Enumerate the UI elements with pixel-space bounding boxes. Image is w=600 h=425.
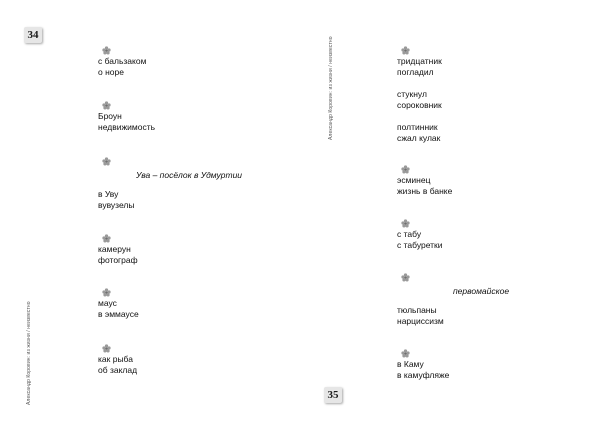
stanza bbox=[98, 234, 138, 266]
poem-line: как рыба bbox=[98, 354, 133, 364]
flower-ornament-icon bbox=[102, 157, 111, 166]
note-row bbox=[98, 157, 242, 166]
poem-line: с табуретки bbox=[397, 240, 443, 250]
poem-line: камерун bbox=[98, 244, 131, 254]
poem-line: о норе bbox=[98, 67, 124, 77]
stanza bbox=[397, 273, 509, 327]
flower-ornament-icon bbox=[102, 46, 111, 55]
poem-line: Броун bbox=[98, 111, 122, 121]
running-head: Александр Коровин: из жизни / неизвестно bbox=[26, 301, 32, 405]
stanza bbox=[98, 101, 155, 133]
flower-ornament-icon bbox=[401, 165, 410, 174]
poem-line: тюльпаны bbox=[397, 305, 437, 315]
poem-line: полтинник bbox=[397, 122, 438, 132]
flower-ornament-icon bbox=[401, 349, 410, 358]
stanza bbox=[98, 157, 242, 211]
flower-ornament-icon bbox=[102, 344, 111, 353]
stanza bbox=[397, 165, 452, 197]
flower-ornament-icon bbox=[401, 273, 410, 282]
stanza bbox=[397, 46, 442, 144]
poem-line: нарциссизм bbox=[397, 316, 444, 326]
poem-line: сороковник bbox=[397, 100, 442, 110]
poem-line: маус bbox=[98, 298, 117, 308]
poem-line: погладил bbox=[397, 67, 434, 77]
poem-line: в эммаусе bbox=[98, 309, 139, 319]
stanza bbox=[397, 219, 443, 251]
note-row bbox=[397, 273, 509, 282]
page-number: 34 bbox=[24, 27, 42, 43]
flower-ornament-icon bbox=[102, 101, 111, 110]
poem-line bbox=[397, 111, 442, 122]
stanza bbox=[98, 46, 146, 78]
poem-line: фотограф bbox=[98, 255, 138, 265]
running-head: Александр Коровин: из жизни / неизвестно bbox=[328, 36, 334, 140]
poem-line: об заклад bbox=[98, 365, 138, 375]
poem-line: вувузелы bbox=[98, 200, 135, 210]
stanza-note: Ува – посёлок в Удмуртии bbox=[136, 170, 243, 180]
poem-line: с табу bbox=[397, 229, 422, 239]
flower-ornament-icon bbox=[401, 46, 410, 55]
poem-line: недвижимость bbox=[98, 122, 156, 132]
poem-line: с бальзаком bbox=[98, 56, 147, 66]
stanza bbox=[397, 349, 449, 381]
page-number: 35 bbox=[324, 387, 342, 403]
flower-ornament-icon bbox=[102, 288, 111, 297]
poem-line bbox=[397, 78, 442, 89]
poem-line: тридцатник bbox=[397, 56, 442, 66]
poem-line: стукнул bbox=[397, 89, 427, 99]
poem-line: эсминец bbox=[397, 175, 431, 185]
poem-line: в камуфляже bbox=[397, 370, 450, 380]
flower-ornament-icon bbox=[401, 219, 410, 228]
poem-line: в Каму bbox=[397, 359, 424, 369]
poem-line: в Уву bbox=[98, 189, 119, 199]
poem-line: жизнь в банке bbox=[397, 186, 453, 196]
poem-line: сжал кулак bbox=[397, 133, 441, 143]
stanza-note: первомайское bbox=[453, 286, 510, 296]
flower-ornament-icon bbox=[102, 234, 111, 243]
stanza bbox=[98, 344, 137, 376]
right-page bbox=[300, 0, 600, 425]
stanza bbox=[98, 288, 139, 320]
